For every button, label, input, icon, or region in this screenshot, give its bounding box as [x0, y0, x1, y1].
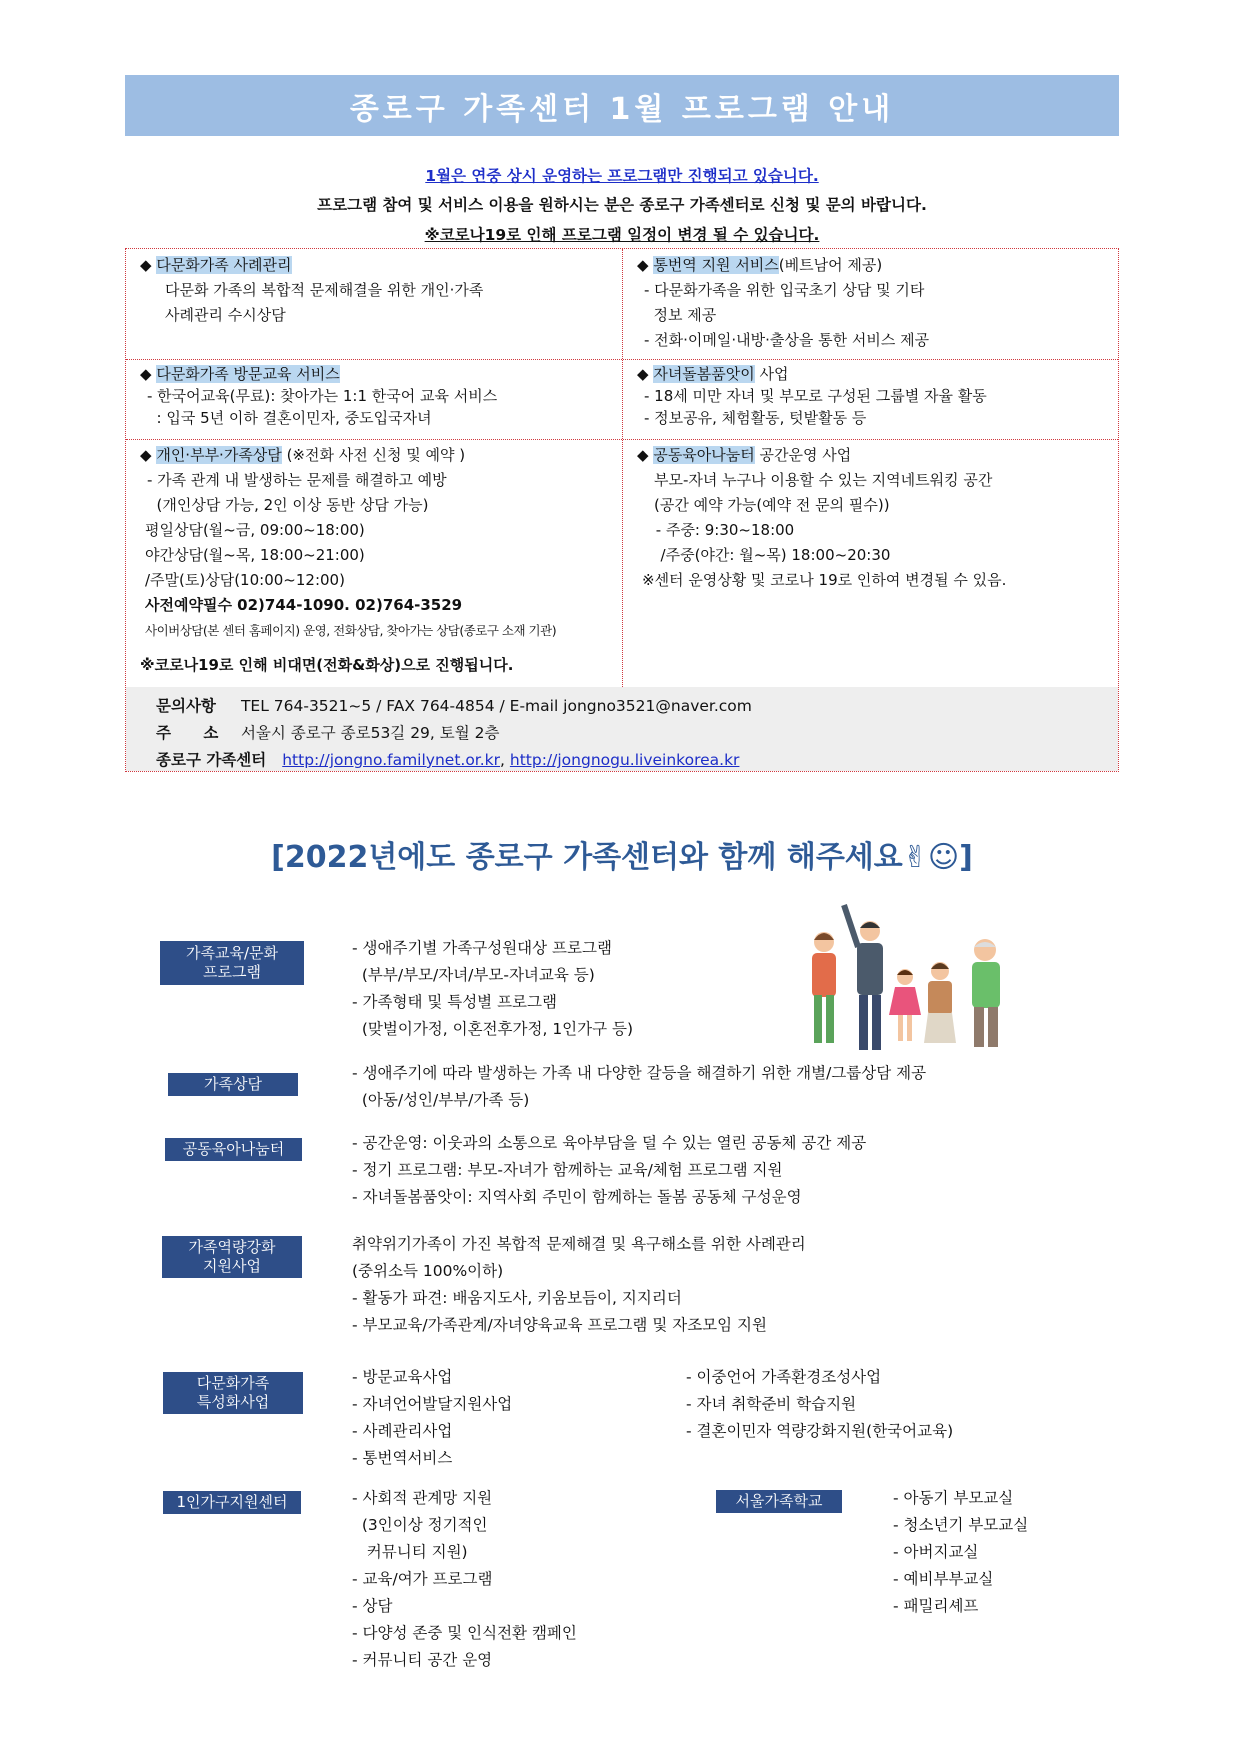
cell-line: ※센터 운영상황 및 코로나 19로 인하여 변경될 수 있음.	[642, 571, 1007, 589]
cell-childcare-sharing: ◆ 자녀돌봄품앗이 사업 - 18세 미만 자녀 및 부모로 구성된 그룹별 자율 활동 - 정보공유, 체험활동, 텃밭활동 등	[623, 359, 1118, 429]
covid-notice: ※코로나19로 인해 비대면(전화&화상)으로 진행됩니다.	[140, 656, 514, 674]
website-link-1[interactable]: http://jongno.familynet.or.kr	[282, 751, 501, 769]
cell-line: - 18세 미만 자녀 및 부모로 구성된 그룹별 자율 활동	[644, 387, 987, 405]
cell-line: - 전화·이메일·내방·출상을 통한 서비스 제공	[644, 331, 930, 349]
tag-shared-childcare: 공동육아나눔터	[165, 1138, 302, 1161]
tag-family-education: 가족교육/문화 프로그램	[160, 941, 304, 985]
tag-single-household: 1인가구지원센터	[163, 1491, 301, 1514]
website-link-2[interactable]: http://jongnogu.liveinkorea.kr	[509, 751, 740, 769]
cell-line: - 정보공유, 체험활동, 텃밭활동 등	[644, 409, 867, 427]
cell-title: 통번역 지원 서비스	[653, 256, 779, 274]
cell-line: /주말(토)상담(10:00~12:00)	[145, 571, 345, 589]
cell-title: 다문화가족 사례관리	[156, 256, 292, 274]
cell-line: 부모-자녀 누구나 이용할 수 있는 지역네트워킹 공간	[654, 471, 993, 489]
cell-line: 다문화 가족의 복합적 문제해결을 위한 개인·가족	[165, 281, 484, 299]
cell-line: - 가족 관계 내 발생하는 문제를 해결하고 예방	[147, 471, 447, 489]
cell-line: 평일상담(월~금, 09:00~18:00)	[145, 521, 365, 539]
cell-interpretation: ◆ 통번역 지원 서비스(베트남어 제공) - 다문화가족을 위한 입국초기 상담 및 기타 정보 제공 - 전화·이메일·내방·출상을 통한 서비스 제공	[623, 249, 1118, 353]
cell-line: - 한국어교육(무료): 찾아가는 1:1 한국어 교육 서비스	[147, 387, 498, 405]
cell-line: (개인상담 가능, 2인 이상 동반 상담 가능)	[147, 496, 429, 514]
cell-family-counseling: ◆ 개인·부부·가족상담 (※전화 사전 신청 및 예약 ) - 가족 관계 내 발생하는 문제를 해결하고 예방 (개인상담 가능, 2인 이상 동반 상담 가능) 평일상담(월~금, 09:00~18:00) 야간상담(월~목, 18:00~21:00) /주말(토)상담(10:00~12:00) 사전예약필수 02)744-1090. 02)764-3529 사이버상담(본 센터 홈페이지) 운영, 전화상담, 찾아가는 상담(종로구 소재 기관) ※코로나19로 인해 비대면(전화&화상)으로 진행됩니다.	[126, 439, 622, 678]
inquiry-text: TEL 764-3521~5 / FAX 764-4854 / E-mail jongno3521@naver.com	[240, 697, 752, 715]
cell-line: (공간 예약 가능(예약 전 문의 필수))	[654, 496, 890, 514]
bullet-icon: ◆	[637, 446, 649, 464]
cell-line: 정보 제공	[644, 306, 717, 324]
cell-shared-childcare-space: ◆ 공동육아나눔터 공간운영 사업 부모-자녀 누구나 이용할 수 있는 지역네트워킹 공간 (공간 예약 가능(예약 전 문의 필수)) - 주중: 9:30~18:00 /주중(야간: 월~목) 18:00~20:30 ※센터 운영상황 및 코로나 19로 인하여 변경될 수 있음.	[623, 439, 1118, 593]
cell-note: 사이버상담(본 센터 홈페이지) 운영, 전화상담, 찾아가는 상담(종로구 소재 기관)	[145, 623, 557, 638]
cell-line: 사례관리 수시상담	[165, 306, 286, 324]
reservation-phone: 사전예약필수 02)744-1090. 02)764-3529	[145, 596, 463, 614]
desc-family-capacity: 취약위기가족이 가진 복합적 문제해결 및 욕구해소를 위한 사례관리 (중위소득 100%이하) - 활동가 파견: 배움지도사, 키움보듬이, 지지리더 - 부모교육/가족관계/자녀양육교육 프로그램 및 자조모임 지원	[352, 1235, 806, 1334]
slogan: [2022년에도 종로구 가족센터와 함께 해주세요✌☺]	[271, 840, 973, 875]
tag-family-capacity: 가족역량강화 지원사업	[162, 1236, 302, 1278]
bullet-icon: ◆	[637, 365, 649, 383]
family-illustration-icon	[800, 895, 1040, 1060]
contact-info: 문의사항 TEL 764-3521~5 / FAX 764-4854 / E-mail jongno3521@naver.com 주 소 서울시 종로구 종로53길 29, 토월 2층 종로구 가족센터 http://jongno.familynet.or.kr, http://jongnogu.liveinkorea.kr	[126, 687, 1118, 771]
cell-line: : 입국 5년 이하 결혼이민자, 중도입국자녀	[147, 409, 432, 427]
cell-line: - 주중: 9:30~18:00	[651, 521, 795, 539]
cell-title: 개인·부부·가족상담	[156, 446, 282, 464]
desc-family-counseling: - 생애주기에 따라 발생하는 가족 내 다양한 갈등을 해결하기 위한 개별/그룹상담 제공 (아동/성인/부부/가족 등)	[352, 1064, 927, 1109]
notice-line-1: 1월은 연중 상시 운영하는 프로그램만 진행되고 있습니다.	[425, 167, 819, 185]
tag-family-counseling: 가족상담	[168, 1073, 298, 1096]
page-title: 종로구 가족센터 1월 프로그램 안내	[125, 75, 1119, 136]
desc-seoul-family-school: - 아동기 부모교실 - 청소년기 부모교실 - 아버지교실 - 예비부부교실 - 패밀리셰프	[893, 1489, 1029, 1615]
tag-multicultural: 다문화가족 특성화사업	[163, 1372, 303, 1414]
cell-line: 야간상담(월~목, 18:00~21:00)	[145, 546, 365, 564]
notice-line-2: 프로그램 참여 및 서비스 이용을 원하시는 분은 종로구 가족센터로 신청 및 문의 바랍니다.	[317, 196, 927, 214]
desc-family-education: - 생애주기별 가족구성원대상 프로그램 (부부/부모/자녀/부모-자녀교육 등) - 가족형태 및 특성별 프로그램 (맞벌이가정, 이혼전후가정, 1인가구 등)	[352, 939, 634, 1038]
cell-line: /주중(야간: 월~목) 18:00~20:30	[651, 546, 891, 564]
cell-title: 공동육아나눔터	[653, 446, 755, 464]
notice-line-3: ※코로나19로 인해 프로그램 일정이 변경 될 수 있습니다.	[424, 226, 820, 244]
bullet-icon: ◆	[637, 256, 649, 274]
desc-single-household: - 사회적 관계망 지원 (3인이상 정기적인 커뮤니티 지원) - 교육/여가 프로그램 - 상담 - 다양성 존중 및 인식전환 캠페인 - 커뮤니티 공간 운영	[352, 1489, 577, 1669]
tag-seoul-family-school: 서울가족학교	[716, 1490, 842, 1513]
program-grid	[125, 248, 1119, 772]
cell-title: 자녀돌봄품앗이	[653, 365, 755, 383]
desc-multicultural-right: - 이중언어 가족환경조성사업 - 자녀 취학준비 학습지원 - 결혼이민자 역량강화지원(한국어교육)	[686, 1368, 954, 1440]
bullet-icon: ◆	[140, 365, 152, 383]
desc-multicultural-left: - 방문교육사업 - 자녀언어발달지원사업 - 사례관리사업 - 통번역서비스	[352, 1368, 513, 1467]
cell-case-management	[126, 249, 622, 328]
desc-shared-childcare: - 공간운영: 이웃과의 소통으로 육아부담을 덜 수 있는 열린 공동체 공간 제공 - 정기 프로그램: 부모-자녀가 함께하는 교육/체험 프로그램 지원 - 자녀돌봄품앗이: 지역사회 주민이 함께하는 돌봄 공동체 구성운영	[352, 1134, 867, 1206]
cell-visiting-education	[126, 359, 622, 429]
cell-title: 다문화가족 방문교육 서비스	[156, 365, 340, 383]
bullet-icon: ◆	[140, 256, 152, 274]
cell-line: - 다문화가족을 위한 입국초기 상담 및 기타	[644, 281, 925, 299]
address-text: 서울시 종로구 종로53길 29, 토월 2층	[240, 724, 500, 742]
bullet-icon: ◆	[140, 446, 152, 464]
